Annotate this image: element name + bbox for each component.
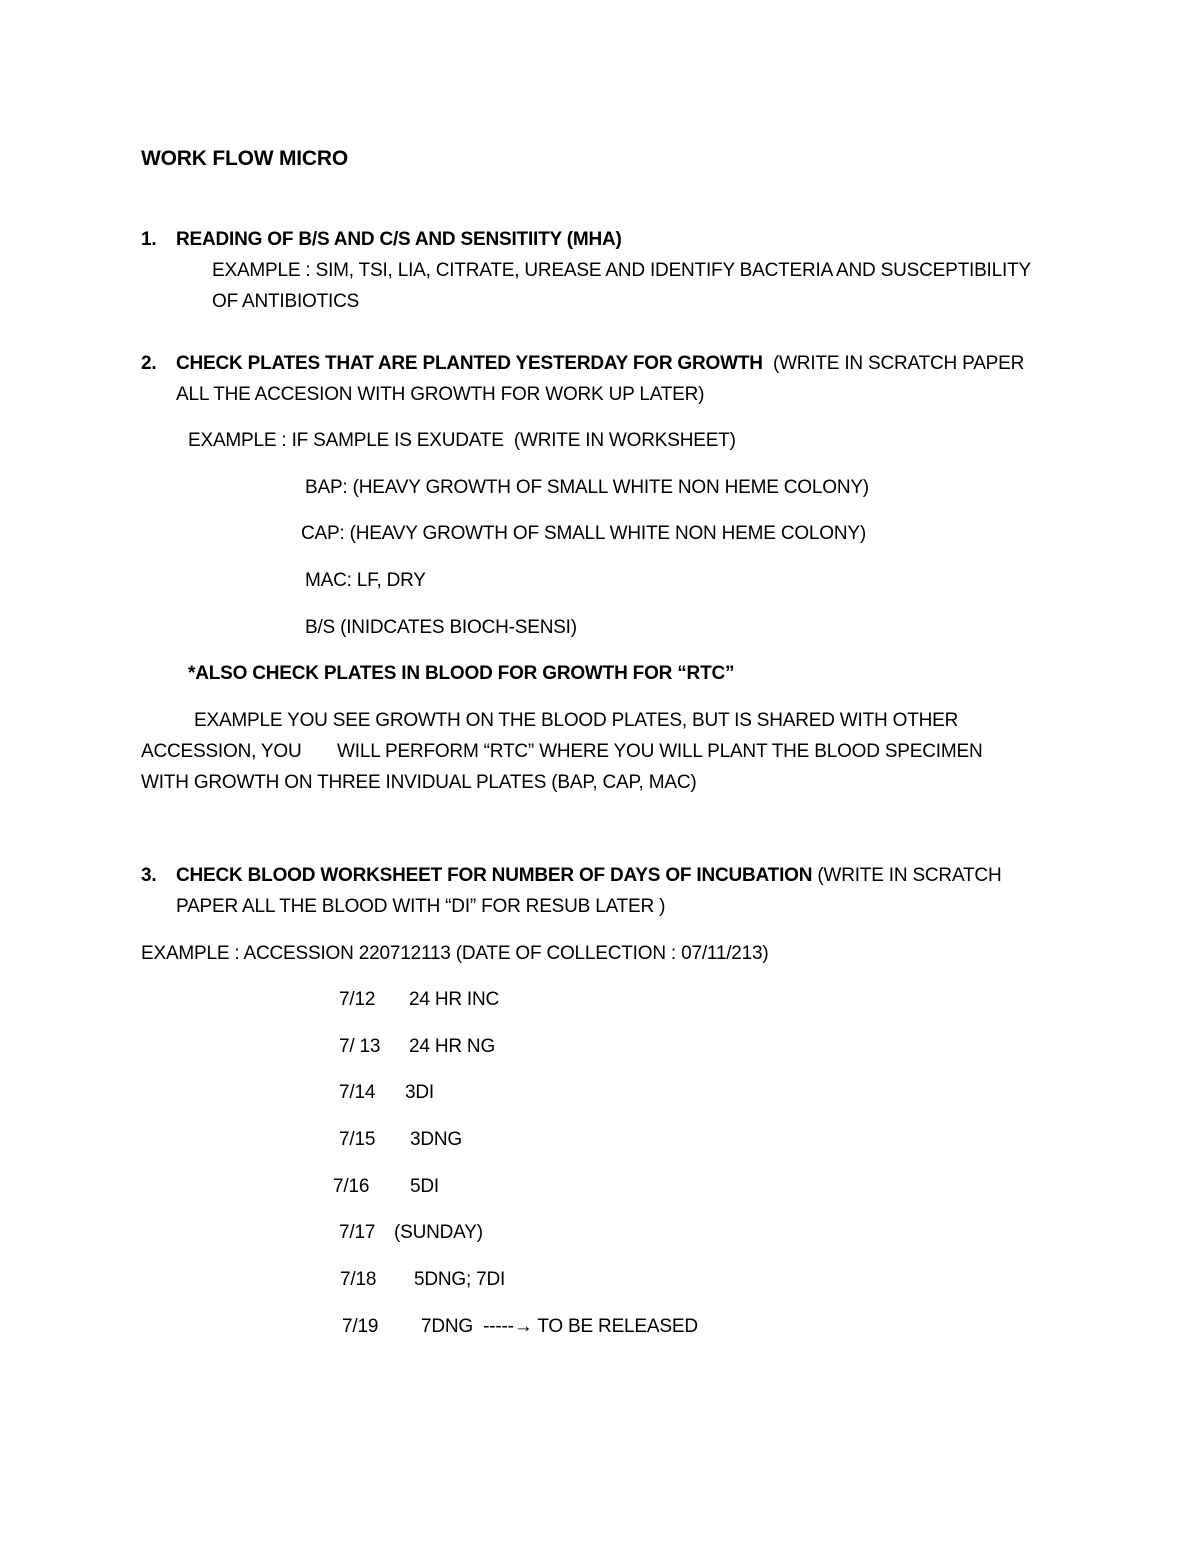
schedule-status: 3DI bbox=[405, 1082, 434, 1103]
schedule-status: 5DNG; 7DI bbox=[414, 1269, 506, 1290]
schedule-date: 7/14 bbox=[339, 1082, 376, 1103]
item2-bap: BAP: (HEAVY GROWTH OF SMALL WHITE NON HEME COLONY) bbox=[305, 477, 869, 498]
item3-number: 3. bbox=[141, 865, 157, 886]
schedule-status: 24 HR INC bbox=[409, 989, 500, 1010]
schedule-date: 7/15 bbox=[339, 1129, 376, 1150]
item1-number: 1. bbox=[141, 229, 157, 250]
schedule-date: 7/18 bbox=[340, 1269, 377, 1290]
item2-mac: MAC: LF, DRY bbox=[305, 570, 426, 591]
item3-heading-bold: CHECK BLOOD WORKSHEET FOR NUMBER OF DAYS OF INCUBATION bbox=[176, 865, 813, 886]
schedule-date: 7/17 bbox=[339, 1222, 376, 1243]
item2-example: EXAMPLE : IF SAMPLE IS EXUDATE (WRITE IN WORKSHEET) bbox=[188, 430, 736, 451]
item3-heading-line2: PAPER ALL THE BLOOD WITH “DI” FOR RESUB LATER ) bbox=[176, 896, 666, 917]
item2-bs: B/S (INIDCATES BIOCH-SENSI) bbox=[305, 617, 577, 638]
item2-cap: CAP: (HEAVY GROWTH OF SMALL WHITE NON HEME COLONY) bbox=[301, 523, 866, 544]
item3-example: EXAMPLE : ACCESSION 220712113 (DATE OF COLLECTION : 07/11/213) bbox=[141, 943, 769, 964]
item1-example-line1: EXAMPLE : SIM, TSI, LIA, CITRATE, UREASE AND IDENTIFY BACTERIA AND SUSCEPTIBILITY bbox=[212, 260, 1031, 281]
item2-rtc-line3: WITH GROWTH ON THREE INVIDUAL PLATES (BAP, CAP, MAC) bbox=[141, 772, 697, 793]
item1-heading: READING OF B/S AND C/S AND SENSITIITY (MHA) bbox=[176, 229, 622, 250]
document-title: WORK FLOW MICRO bbox=[141, 147, 348, 170]
schedule-status: 7DNG -----→ TO BE RELEASED bbox=[421, 1316, 698, 1337]
item2-heading-bold: CHECK PLATES THAT ARE PLANTED YESTERDAY FOR GROWTH bbox=[176, 353, 763, 374]
item3-heading-rest: (WRITE IN SCRATCH bbox=[812, 865, 1002, 886]
schedule-date: 7/19 bbox=[342, 1316, 379, 1337]
schedule-status: 3DNG bbox=[410, 1129, 462, 1150]
schedule-date: 7/16 bbox=[333, 1176, 370, 1197]
schedule-date: 7/ 13 bbox=[339, 1036, 381, 1057]
item2-also-check: *ALSO CHECK PLATES IN BLOOD FOR GROWTH FOR “RTC” bbox=[188, 663, 735, 684]
item2-heading-line1 bbox=[176, 352, 1024, 376]
schedule-status: 5DI bbox=[410, 1176, 439, 1197]
item2-number: 2. bbox=[141, 353, 157, 374]
item2-rtc-line1: EXAMPLE YOU SEE GROWTH ON THE BLOOD PLATES, BUT IS SHARED WITH OTHER bbox=[194, 710, 959, 731]
schedule-status: (SUNDAY) bbox=[394, 1222, 483, 1243]
item3-heading-line1 bbox=[176, 864, 1001, 888]
schedule-status: 24 HR NG bbox=[409, 1036, 496, 1057]
item2-heading-rest: (WRITE IN SCRATCH PAPER bbox=[762, 353, 1025, 374]
schedule-date: 7/12 bbox=[339, 989, 376, 1010]
item2-heading-line2: ALL THE ACCESION WITH GROWTH FOR WORK UP LATER) bbox=[176, 384, 705, 405]
item2-rtc-line2: ACCESSION, YOU WILL PERFORM “RTC” WHERE YOU WILL PLANT THE BLOOD SPECIMEN bbox=[141, 741, 983, 762]
item1-example-line2: OF ANTIBIOTICS bbox=[212, 291, 360, 312]
